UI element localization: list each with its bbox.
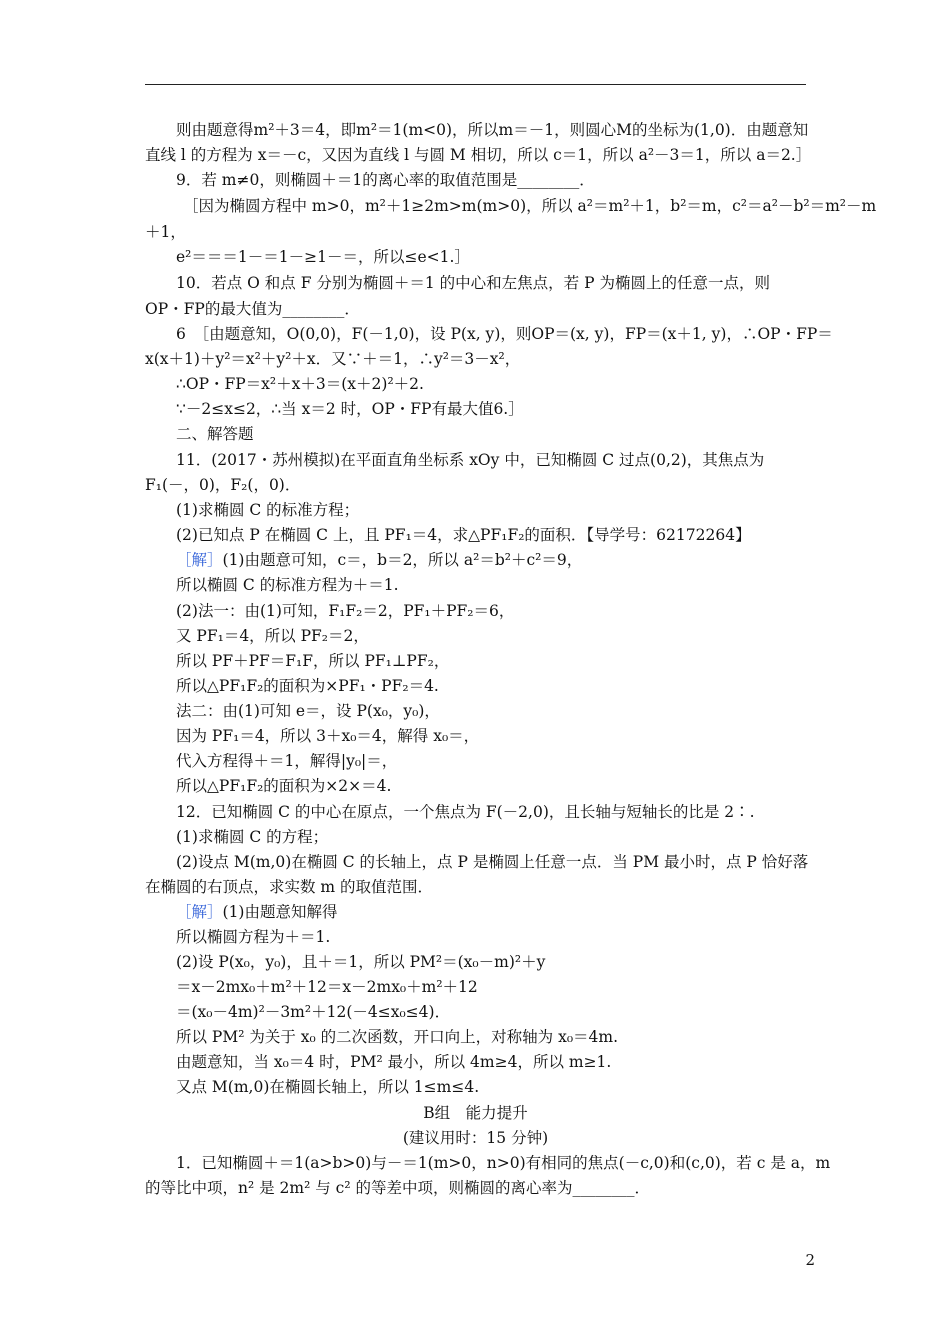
section-heading: 二、解答题: [176, 425, 254, 443]
question-10: 10．若点 O 和点 F 分别为椭圆＋＝1 的中心和左焦点，若 P 为椭圆上的任意一点，则: [176, 274, 770, 292]
text-line: (1)求椭圆 C 的方程；: [176, 828, 329, 846]
text-line: 因为 PF₁＝4，所以 3＋x₀＝4，解得 x₀＝，: [176, 727, 480, 745]
text-line: ［因为椭圆方程中 m>0，m²＋1≥2m>m(m>0)，所以 a²＝m²＋1，b²＝m，c²＝a²－b²＝m²－m: [183, 197, 877, 215]
text-line: 法二：由(1)可知 e＝，设 P(x₀，y₀)，: [176, 702, 440, 720]
suggested-time: (建议用时：15 分钟): [402, 1129, 549, 1147]
text-line: ＝(x₀－4m)²－3m²＋12(－4≤x₀≤4)．: [176, 1003, 451, 1021]
solution-label: ［解］: [176, 903, 223, 921]
solution-line: ［解］(1)由题意可知，c＝，b＝2，所以 a²＝b²＋c²＝9，: [176, 551, 583, 569]
text-line: 又 PF₁＝4，所以 PF₂＝2，: [176, 627, 369, 645]
text-line: (2)设点 M(m,0)在椭圆 C 的长轴上，点 P 是椭圆上任意一点．当 PM 最小时，点 P 恰好落: [176, 853, 809, 871]
text-line: (1)求椭圆 C 的标准方程；: [176, 501, 360, 519]
text-line: 直线 l 的方程为 x＝－c，又因为直线 l 与圆 M 相切，所以 c＝1，所以 a²－3＝1，所以 a＝2.］: [145, 146, 812, 164]
question-11: 11．(2017・苏州模拟)在平面直角坐标系 xOy 中，已知椭圆 C 过点(0,2)，其焦点为: [176, 451, 765, 469]
solution-label: ［解］: [176, 551, 223, 569]
solution-line: ［解］(1)由题意知解得: [176, 903, 338, 921]
text-line: x(x＋1)＋y²＝x²＋y²＋x．又∵＋＝1，∴y²＝3－x²，: [145, 350, 521, 368]
text-line: 6 ［由题意知，O(0,0)，F(－1,0)，设 P(x, y)，则OP＝(x, y)，FP＝(x＋1, y)，∴OP・FP＝: [176, 325, 833, 343]
text-line: 由题意知，当 x₀＝4 时，PM² 最小，所以 4m≥4，所以 m≥1.: [176, 1053, 612, 1071]
question-12: 12．已知椭圆 C 的中心在原点，一个焦点为 F(－2,0)，且长轴与短轴长的比是 2∶.: [176, 803, 755, 821]
text-line: 在椭圆的右顶点，求实数 m 的取值范围．: [145, 878, 434, 896]
text-line: OP・FP的最大值为________．: [145, 300, 360, 318]
text-line: 所以△PF₁F₂的面积为×2×＝4.: [176, 777, 392, 795]
text-line: 则由题意得m²＋3＝4，即m²＝1(m<0)，所以m＝－1，则圆心M的坐标为(1,0)．由题意知: [176, 121, 809, 139]
text-line: 所以△PF₁F₂的面积为×PF₁・PF₂＝4.: [176, 677, 439, 695]
text-line: ∵－2≤x≤2，∴当 x＝2 时，OP・FP有最大值6.］: [176, 400, 524, 418]
question-9: 9．若 m≠0，则椭圆＋＝1的离心率的取值范围是________．: [176, 171, 595, 189]
header-rule: [145, 84, 806, 85]
text-line: ＝x－2mx₀＋m²＋12＝x－2mx₀＋m²＋12: [176, 978, 478, 996]
text-line: ∴OP・FP＝x²＋x＋3＝(x＋2)²＋2.: [176, 375, 424, 393]
text-line: 所以 PM² 为关于 x₀ 的二次函数，开口向上，对称轴为 x₀＝4m.: [176, 1028, 619, 1046]
text-line: (2)设 P(x₀，y₀)，且＋＝1，所以 PM²＝(x₀－m)²＋y: [176, 953, 546, 971]
text-line: F₁(－，0)，F₂(，0)．: [145, 476, 301, 494]
page-number: 2: [805, 1251, 815, 1269]
text-line: (2)已知点 P 在椭圆 C 上，且 PF₁＝4，求△PF₁F₂的面积．【导学号：62172264】: [176, 526, 751, 544]
text-line: ＋1，: [145, 223, 186, 241]
text-line: 又点 M(m,0)在椭圆长轴上，所以 1≤m≤4.: [176, 1078, 480, 1096]
text-line: 所以 PF＋PF＝F₁F，所以 PF₁⊥PF₂，: [176, 652, 450, 670]
text-line: 所以椭圆 C 的标准方程为＋＝1.: [176, 576, 399, 594]
text-line: 代入方程得＋＝1，解得|y₀|＝，: [176, 752, 398, 770]
question-b1: 1．已知椭圆＋＝1(a>b>0)与－＝1(m>0，n>0)有相同的焦点(－c,0)和(c,0)，若 c 是 a，m: [176, 1154, 831, 1172]
group-b-heading: B组 能力提升: [423, 1104, 528, 1122]
text-line: e²＝＝＝1－＝1－≥1－＝，所以≤e<1.］: [176, 248, 470, 266]
text-line: 所以椭圆方程为＋＝1.: [176, 928, 331, 946]
text-line: (2)法一：由(1)可知，F₁F₂＝2，PF₁＋PF₂＝6，: [176, 602, 515, 620]
text-line: 的等比中项，n² 是 2m² 与 c² 的等差中项，则椭圆的离心率为________．: [145, 1179, 651, 1197]
